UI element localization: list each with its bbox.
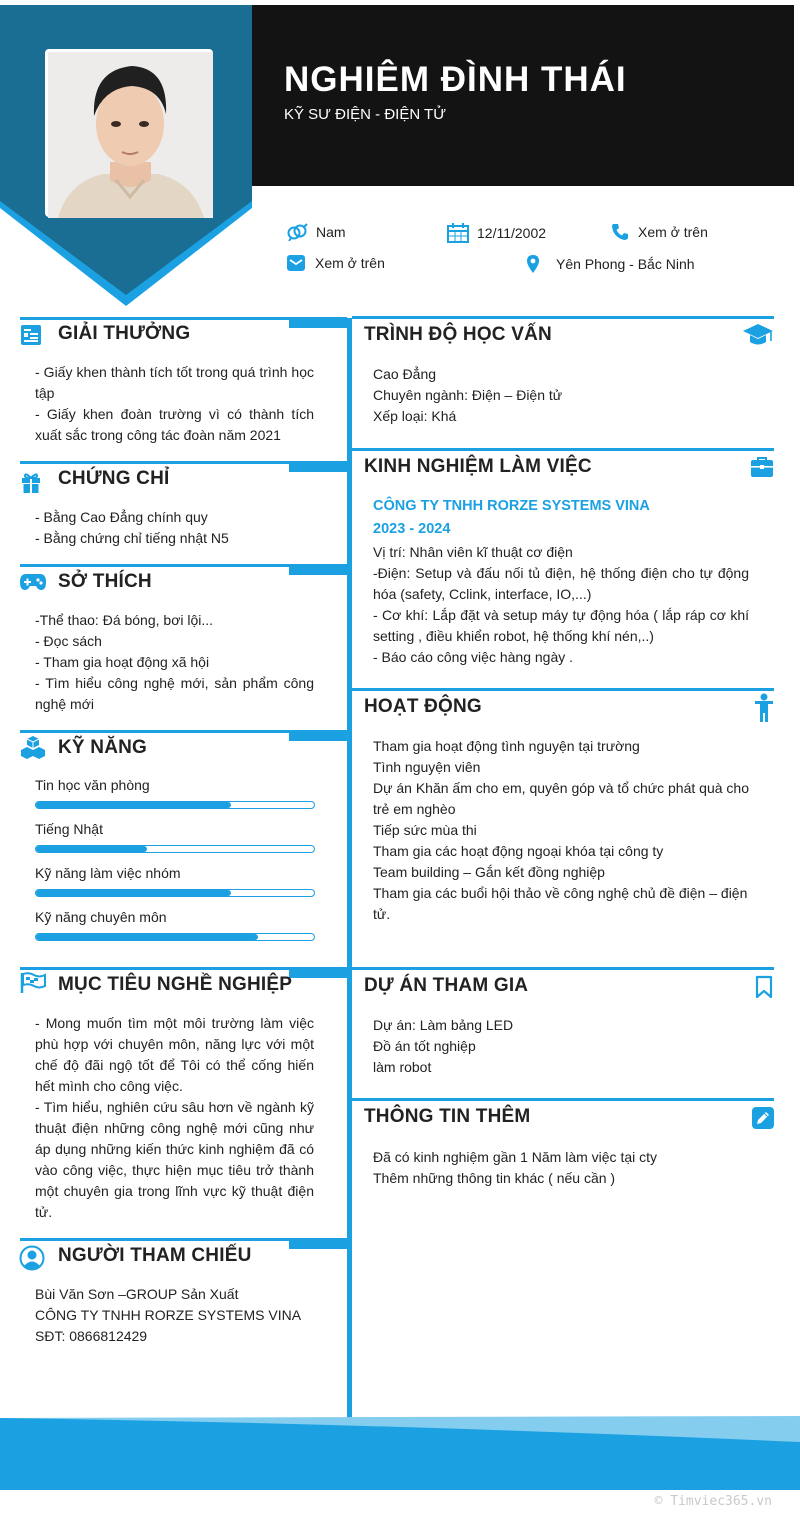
phone-icon bbox=[610, 223, 630, 241]
experience-info bbox=[373, 495, 749, 668]
email-info bbox=[286, 254, 385, 272]
gender-icon bbox=[286, 223, 308, 241]
list-item: - Giấy khen đoàn trường vì có thành tích xuất sắc trong công tác đoàn năm 2021 bbox=[35, 406, 314, 443]
certificates-tab bbox=[289, 464, 347, 472]
career-goal-tab bbox=[289, 970, 347, 978]
reference-line: CÔNG TY TNHH RORZE SYSTEMS VINA bbox=[35, 1307, 302, 1323]
skill-label: Tin học văn phòng bbox=[35, 777, 150, 793]
list-item: - Bằng chứng chỉ tiếng nhật N5 bbox=[35, 530, 229, 546]
hobbies-title: SỞ THÍCH bbox=[58, 571, 152, 592]
hobbies-list bbox=[35, 610, 314, 715]
cubes-icon bbox=[20, 735, 46, 761]
career-goal-text bbox=[35, 1013, 314, 1223]
experience-line: Vị trí: Nhân viên kĩ thuật cơ điện bbox=[373, 544, 573, 560]
list-item: Tiếp sức mùa thi bbox=[373, 822, 477, 838]
references-info bbox=[35, 1284, 325, 1347]
phone-info bbox=[610, 223, 708, 241]
calendar-icon bbox=[447, 223, 469, 243]
briefcase-icon bbox=[750, 456, 774, 478]
address-value: Yên Phong - Bắc Ninh bbox=[556, 256, 695, 272]
projects-list bbox=[373, 1015, 749, 1078]
list-item: - Đọc sách bbox=[35, 633, 102, 649]
education-line: Chuyên ngành: Điện – Điện tử bbox=[373, 387, 563, 403]
list-item: - Tham gia hoạt động xã hội bbox=[35, 654, 210, 670]
education-info bbox=[373, 364, 763, 427]
gender-info bbox=[286, 223, 346, 241]
reference-line: Bùi Văn Sơn –GROUP Sản Xuất bbox=[35, 1286, 239, 1302]
gamepad-icon bbox=[19, 572, 47, 592]
list-item: Tham gia các hoạt động ngoại khóa tại công ty bbox=[373, 843, 664, 859]
list-item: - Tìm hiểu công nghệ mới, sản phẩm công nghệ mới bbox=[35, 675, 314, 712]
gender-value: Nam bbox=[316, 224, 346, 240]
edit-icon bbox=[752, 1107, 774, 1129]
skill-label: Kỹ năng làm việc nhóm bbox=[35, 865, 181, 881]
company-name: CÔNG TY TNHH RORZE SYSTEMS VINA bbox=[373, 498, 650, 514]
award-icon bbox=[20, 324, 42, 346]
skill-fill bbox=[36, 890, 231, 896]
list-item: -Thể thao: Đá bóng, bơi lội... bbox=[35, 612, 214, 628]
column-divider bbox=[347, 318, 352, 1430]
flag-icon bbox=[20, 972, 46, 994]
address-info bbox=[526, 254, 695, 274]
experience-title: KINH NGHIỆM LÀM VIỆC bbox=[364, 456, 592, 477]
goal-paragraph: - Mong muốn tìm một môi trường làm việc phù hợp với chuyên môn, năng lực với một chế độ đãi ngộ tốt để Tôi có thể cống hiến hết mình cho công việc. bbox=[35, 1015, 314, 1094]
education-line: Cao Đẳng bbox=[373, 366, 437, 382]
work-period: 2023 - 2024 bbox=[373, 521, 451, 537]
list-item: làm robot bbox=[373, 1059, 432, 1075]
watermark: © Timviec365.vn bbox=[654, 1494, 772, 1509]
experience-line: -Điện: Setup và đấu nối tủ điện, hệ thống điện cho tự động hóa (safety, Cclink, interface, IO,...) bbox=[373, 565, 749, 602]
education-divider bbox=[352, 316, 774, 319]
candidate-position: KỸ SƯ ĐIỆN - ĐIỆN TỬ bbox=[284, 106, 447, 123]
career-goal-title: MỤC TIÊU NGHỀ NGHIỆP bbox=[58, 974, 293, 995]
skill-fill bbox=[36, 934, 258, 940]
skill-label: Tiếng Nhật bbox=[35, 821, 103, 837]
email-icon bbox=[286, 254, 307, 272]
additional-divider bbox=[352, 1098, 774, 1101]
reference-line: SĐT: 0866812429 bbox=[35, 1328, 148, 1344]
additional-title: THÔNG TIN THÊM bbox=[364, 1106, 531, 1127]
list-item: - Giấy khen thành tích tốt trong quá trình học tập bbox=[35, 364, 314, 401]
experience-line: - Cơ khí: Lắp đặt và setup máy tự động hóa ( lắp ráp cơ khí setting , điều khiển robot, hệ thống khí nén,..) bbox=[373, 607, 749, 644]
skill-bar bbox=[35, 933, 315, 941]
awards-list bbox=[35, 362, 314, 446]
skill-fill bbox=[36, 802, 231, 808]
experience-divider bbox=[352, 448, 774, 451]
skill-bar bbox=[35, 889, 315, 897]
email-value: Xem ở trên bbox=[315, 255, 385, 271]
activities-list bbox=[373, 736, 749, 925]
activities-title: HOẠT ĐỘNG bbox=[364, 696, 482, 717]
user-icon bbox=[19, 1245, 45, 1271]
list-item: Tình nguyện viên bbox=[373, 759, 481, 775]
additional-list bbox=[373, 1147, 749, 1189]
activities-divider bbox=[352, 688, 774, 691]
list-item: Dự án Khăn ấm cho em, quyên góp và tổ chức phát quà cho trẻ em nghèo bbox=[373, 780, 749, 817]
gift-icon bbox=[20, 470, 42, 494]
list-item: Dự án: Làm bảng LED bbox=[373, 1017, 514, 1033]
references-tab bbox=[289, 1241, 347, 1249]
map-pin-icon bbox=[526, 254, 548, 274]
candidate-name: NGHIÊM ĐÌNH THÁI bbox=[284, 60, 627, 99]
person-icon bbox=[754, 693, 774, 723]
awards-tab bbox=[289, 320, 347, 328]
list-item: Tham gia các buổi hội thảo về công nghệ chủ đề điện – điện tử. bbox=[373, 885, 748, 922]
phone-value: Xem ở trên bbox=[638, 224, 708, 240]
birthday-info bbox=[447, 223, 546, 243]
references-title: NGƯỜI THAM CHIẾU bbox=[58, 1245, 252, 1266]
skill-bar bbox=[35, 845, 315, 853]
list-item: Đồ án tốt nghiệp bbox=[373, 1038, 476, 1054]
projects-title: DỰ ÁN THAM GIA bbox=[364, 975, 529, 996]
education-line: Xếp loại: Khá bbox=[373, 408, 457, 424]
education-title: TRÌNH ĐỘ HỌC VẤN bbox=[364, 324, 552, 345]
list-item: Team building – Gắn kết đồng nghiệp bbox=[373, 864, 605, 880]
projects-divider bbox=[352, 967, 774, 970]
awards-title: GIẢI THƯỞNG bbox=[58, 323, 191, 344]
skills-title: KỸ NĂNG bbox=[58, 737, 148, 758]
skill-bar bbox=[35, 801, 315, 809]
certificates-title: CHỨNG CHỈ bbox=[58, 468, 170, 489]
avatar bbox=[48, 52, 213, 218]
list-item: Thêm những thông tin khác ( nếu cần ) bbox=[373, 1170, 616, 1186]
hobbies-tab bbox=[289, 567, 347, 575]
goal-paragraph: - Tìm hiểu, nghiên cứu sâu hơn về ngành kỹ thuật điện những công nghệ mới cũng như áp dụng những kiến thức kinh nghiệm đã có vào công việc, thực hiện mục tiêu trở thành một chuyên gia trong lĩnh vực kỹ thuật điện tử. bbox=[35, 1099, 314, 1220]
experience-line: - Báo cáo công việc hàng ngày . bbox=[373, 649, 574, 665]
skills-tab bbox=[289, 733, 347, 741]
bookmark-icon bbox=[755, 975, 773, 999]
skill-label: Kỹ năng chuyên môn bbox=[35, 909, 167, 925]
list-item: - Bằng Cao Đẳng chính quy bbox=[35, 509, 208, 525]
list-item: Tham gia hoạt động tình nguyện tại trường bbox=[373, 738, 640, 754]
footer-wave bbox=[0, 1410, 800, 1490]
certificates-list bbox=[35, 507, 314, 549]
graduation-cap-icon bbox=[742, 322, 774, 348]
skill-fill bbox=[36, 846, 147, 852]
list-item: Đã có kinh nghiệm gần 1 Năm làm việc tại cty bbox=[373, 1149, 658, 1165]
birthday-value: 12/11/2002 bbox=[477, 225, 547, 241]
